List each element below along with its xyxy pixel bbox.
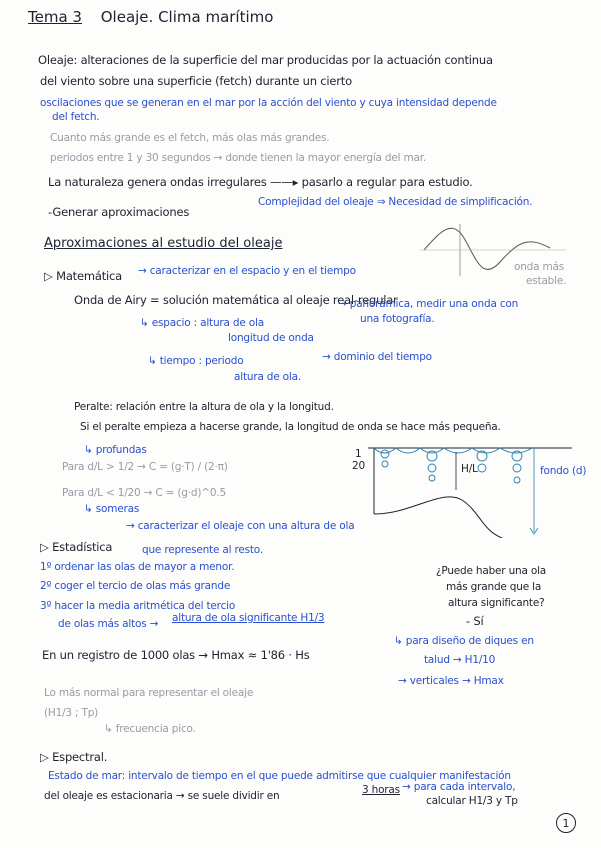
significant-height: altura de ola significante H1/3: [172, 612, 325, 624]
normal-line-3: ↳ frecuencia pico.: [104, 723, 196, 735]
stats-desc-1: → caracterizar el oleaje con una altura de ola: [126, 520, 355, 532]
steepness-line-1: Peralte: relación entre la altura de ola y la longitud.: [74, 401, 334, 413]
stats-desc-2: que represente al resto.: [142, 544, 263, 556]
record-line: En un registro de 1000 olas → Hmax ≈ 1'86 · Hs: [42, 648, 310, 662]
wave-note-1: onda más: [514, 261, 565, 273]
stats-step-3: 3º hacer la media aritmética del tercio: [40, 600, 236, 612]
definition-line-3: oscilaciones que se generan en el mar por la acción del viento y cuya intensidad depende: [40, 97, 497, 109]
normal-line-1: Lo más normal para representar el oleaje: [44, 687, 254, 699]
spectral-label: ▷ Espectral.: [40, 750, 108, 764]
spectral-line-3: calcular H1/3 y Tp: [426, 795, 518, 807]
stats-label: ▷ Estadística: [40, 540, 113, 554]
time-label: ↳ tiempo : periodo: [148, 355, 244, 367]
definition-line-8b: Complejidad del oleaje ⇒ Necesidad de simplificación.: [258, 196, 533, 208]
stats-step-4a: de olas más altos →: [58, 618, 159, 630]
wave-note-2: estable.: [526, 275, 567, 287]
question-line-1: ¿Puede haber una ola: [436, 565, 547, 577]
formula-deep: Para d/L > 1/2 → C = (g·T) / (2·π): [62, 461, 228, 473]
math-label: ▷ Matemática: [44, 269, 122, 283]
topic-code: Tema 3: [28, 8, 82, 26]
definition-line-7: La naturaleza genera ondas irregulares ——▸ pasarlo a regular para estudio.: [48, 175, 473, 189]
stats-step-2: 2º coger el tercio de olas más grande: [40, 580, 231, 592]
shallow-water-label: ↳ someras: [84, 503, 140, 515]
question-answer: - Sí: [466, 614, 484, 628]
figure-steepness-label: H/L: [461, 463, 478, 475]
space-label: ↳ espacio : altura de ola: [140, 317, 264, 329]
page-title: [28, 8, 273, 26]
spectral-line-2a: del oleaje es estacionaria → se suele dividir en: [44, 790, 280, 802]
steepness-line-2: Si el peralte empieza a hacerse grande, la longitud de onda se hace más pequeña.: [80, 421, 501, 433]
figure-fraction-den: 20: [352, 460, 365, 472]
figure-depth-label: fondo (d): [540, 465, 587, 477]
deep-water-label: ↳ profundas: [84, 444, 147, 456]
figure-fraction-num: 1: [355, 448, 362, 460]
time-note: → dominio del tiempo: [322, 351, 432, 363]
design-line-2: talud → H1/10: [424, 654, 496, 666]
topic-title: Oleaje. Clima marítimo: [100, 8, 274, 26]
question-line-2: más grande que la: [446, 581, 542, 593]
space-note-2: una fotografía.: [360, 313, 435, 325]
design-line-3: → verticales → Hmax: [398, 675, 504, 687]
approx-heading: Aproximaciones al estudio del oleaje: [44, 236, 283, 251]
normal-line-2: (H1/3 ; Tp): [44, 707, 99, 719]
math-desc: → caracterizar en el espacio y en el tiempo: [138, 265, 356, 277]
spectral-line-1: Estado de mar: intervalo de tiempo en el que puede admitirse que cualquier manifestación: [48, 770, 511, 782]
definition-line-6: periodos entre 1 y 30 segundos → donde tienen la mayor energía del mar.: [50, 152, 427, 164]
airy-line: Onda de Airy = solución matemática al oleaje real-regular: [74, 293, 398, 307]
formula-shallow: Para d/L < 1/20 → C = (g·d)^0.5: [62, 487, 226, 499]
space-note-1: → panorámica, medir una onda con: [338, 298, 519, 310]
space-line-2: longitud de onda: [228, 332, 314, 344]
wave-profile-figure: [352, 434, 574, 538]
definition-line-4: del fetch.: [52, 111, 100, 123]
definition-line-2: del viento sobre una superficie (fetch) durante un cierto: [40, 74, 352, 88]
time-line-2: altura de ola.: [234, 371, 301, 383]
spectral-duration: 3 horas: [362, 784, 400, 796]
page-number: 1: [556, 813, 576, 833]
stats-step-1: 1º ordenar las olas de mayor a menor.: [40, 561, 235, 573]
design-line-1: ↳ para diseño de diques en: [394, 635, 534, 647]
question-line-3: altura significante?: [448, 597, 545, 609]
definition-line-8a: -Generar aproximaciones: [48, 205, 190, 219]
definition-line-1: Oleaje: alteraciones de la superficie del mar producidas por la actuación continua: [38, 53, 493, 67]
spectral-line-2c: → para cada intervalo,: [402, 781, 516, 793]
definition-line-5: Cuanto más grande es el fetch, más olas más grandes.: [50, 132, 330, 144]
